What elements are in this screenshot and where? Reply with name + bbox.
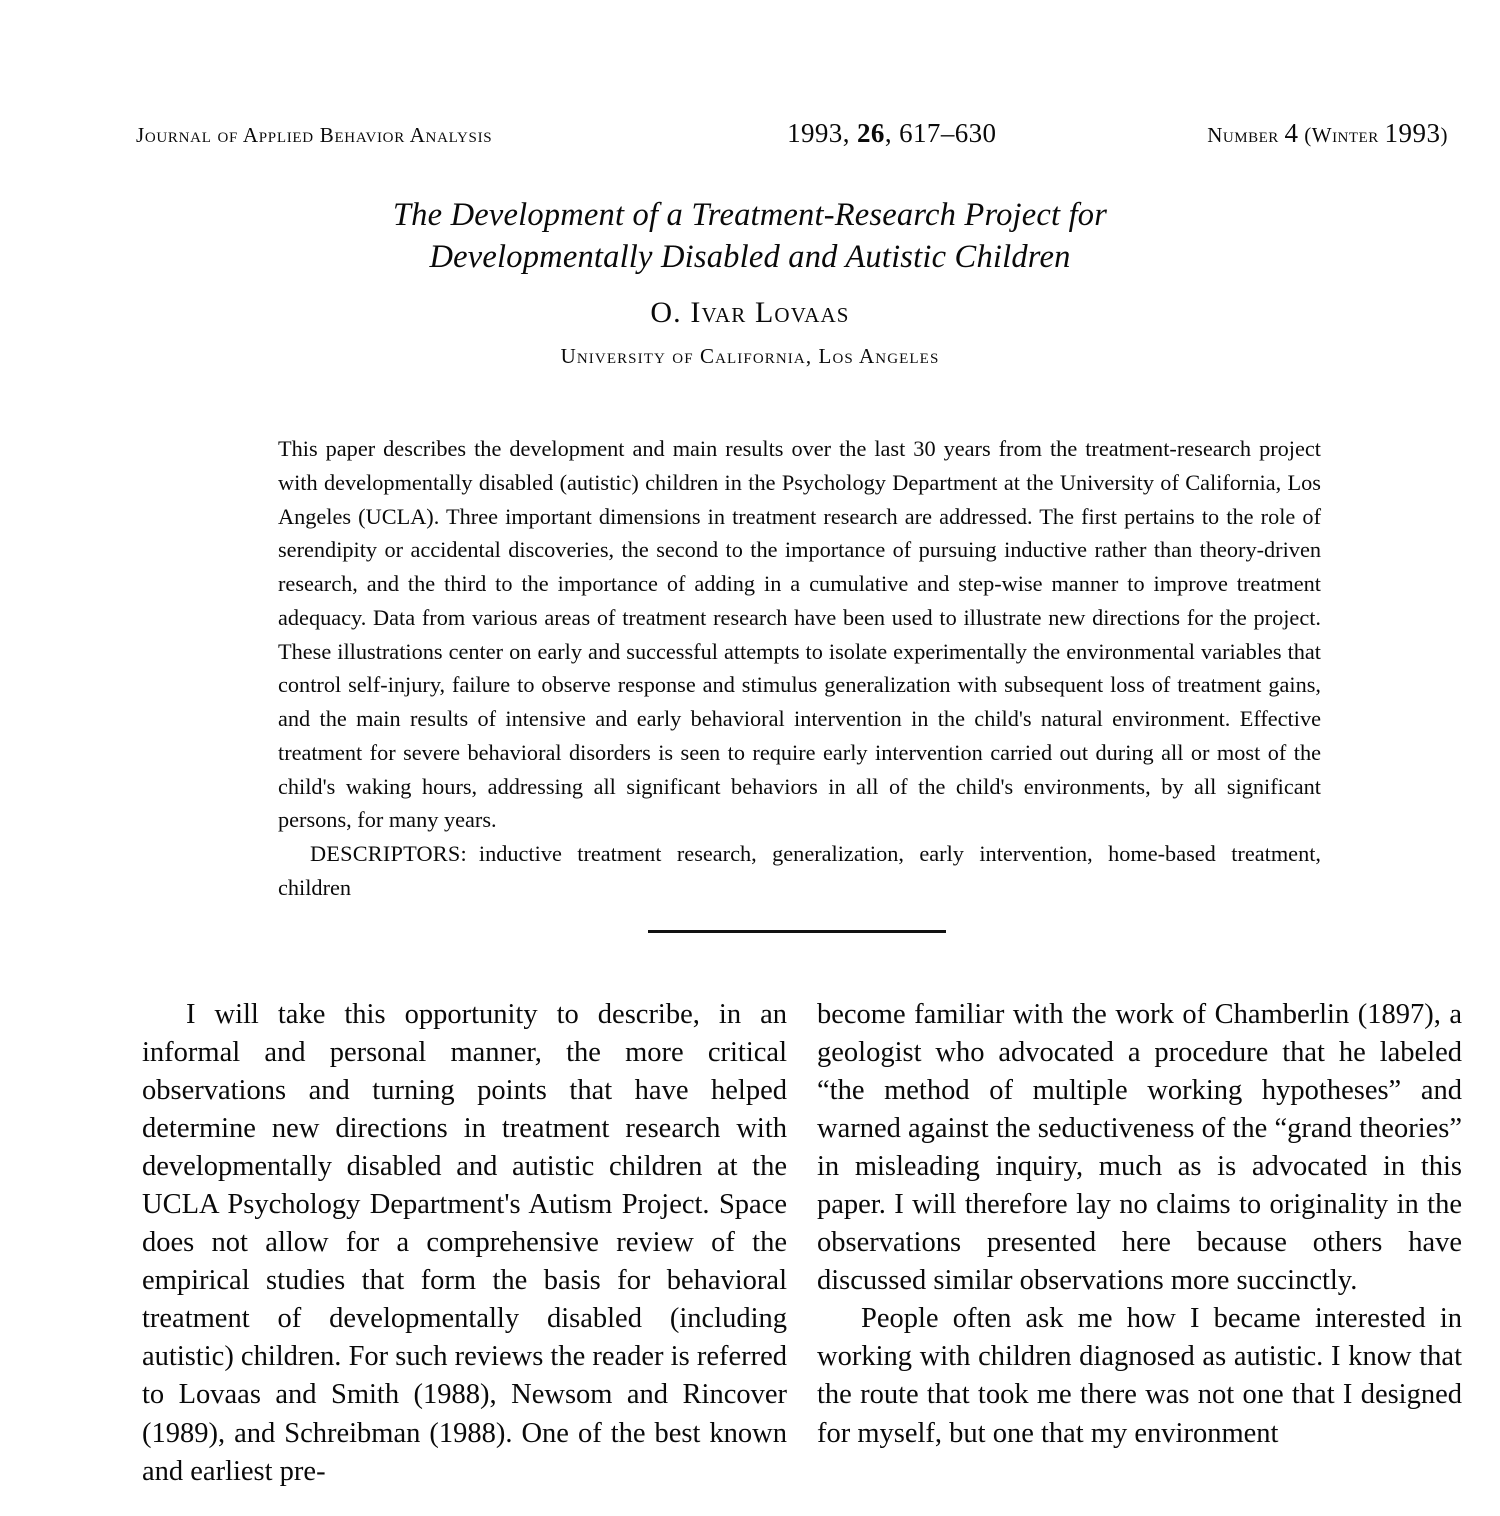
running-head <box>136 118 1448 162</box>
volume-citation <box>787 118 996 149</box>
author-affiliation: University of California, Los Angeles <box>560 344 940 368</box>
descriptors-line <box>278 837 1321 905</box>
title-line-1: The Development of a Treatment-Research Project for <box>392 197 1108 233</box>
title-line-2: Developmentally Disabled and Autistic Children <box>429 239 1071 276</box>
journal-name: Journal of Applied Behavior Analysis <box>136 123 493 147</box>
author-name: O. Ivar Lovaas <box>650 296 850 329</box>
section-divider-rule <box>648 930 946 933</box>
descriptors-value: inductive treatment research, generalization, early intervention, home-based treatment, children <box>278 841 1321 900</box>
abstract-section <box>278 432 1321 905</box>
issue-number: 4 <box>1284 118 1299 148</box>
issue-prefix: Number <box>1207 123 1285 147</box>
paragraph: I will take this opportunity to describe, in an informal and personal manner, the more critical observations and turning points that have helped determine new directions in treatment research with developmentally disabled and autistic children at the UCLA Psychology Department's Autism Project. Space does not allow for a comprehensive review of the empirical studies that form the basis for behavioral treatment of developmentally disabled (including autistic) children. For such reviews the reader is referred to Lovaas and Smith (1988), Newsom and Rincover (1989), and Schreibman (1988). One of the best known and earliest pre- <box>142 999 787 1487</box>
issue-suffix: ) <box>1440 123 1448 147</box>
abstract-text: This paper describes the development and main results over the last 30 years from the treatment-research project with developmentally disabled (autistic) children in the Psychology Department at the University of California, Los Angeles (UCLA). Three important dimensions in treatment research are addressed. The first pertains to the role of serendipity or accidental discoveries, the second to the importance of pursuing inductive rather than theory-driven research, and the third to the importance of adding in a cumulative and step-wise manner to improve treatment adequacy. Data from various areas of treatment research have been used to illustrate new directions for the project. These illustrations center on early and successful attempts to isolate experimentally the environmental variables that control self-injury, failure to observe response and stimulus generalization with subsequent loss of treatment gains, and the main results of intensive and early behavioral intervention in the child's natural environment. Effective treatment for severe behavioral disorders is seen to require early intervention carried out during all or most of the child's waking hours, addressing all significant behaviors in all of the child's environments, by all significant persons, for many years. <box>278 436 1321 833</box>
issue-info <box>1207 118 1448 149</box>
paragraph: People often ask me how I became interested in working with children diagnosed as autistic. I know that the route that took me there was not one that I designed for myself, but one that my environment <box>817 1303 1462 1449</box>
citation-pages: , 617–630 <box>884 118 997 148</box>
issue-year: 1993 <box>1384 118 1441 148</box>
paragraph: become familiar with the work of Chamberlin (1897), a geologist who advocated a procedure that he labeled “the method of multiple working hypotheses” and warned against the seductiveness of the “grand theories” in misleading inquiry, much as is advocated in this paper. I will therefore lay no claims to originality in the observations presented here because others have discussed similar observations more succinctly. <box>817 999 1462 1297</box>
body-left-column <box>142 996 787 1516</box>
page-title <box>160 194 1340 279</box>
body-right-column <box>817 996 1462 1516</box>
citation-year: 1993, <box>787 118 858 148</box>
article-body <box>142 996 1462 1516</box>
issue-season: (Winter <box>1298 123 1385 147</box>
descriptors-label: DESCRIPTORS: <box>310 841 467 867</box>
citation-volume: 26 <box>857 118 885 148</box>
